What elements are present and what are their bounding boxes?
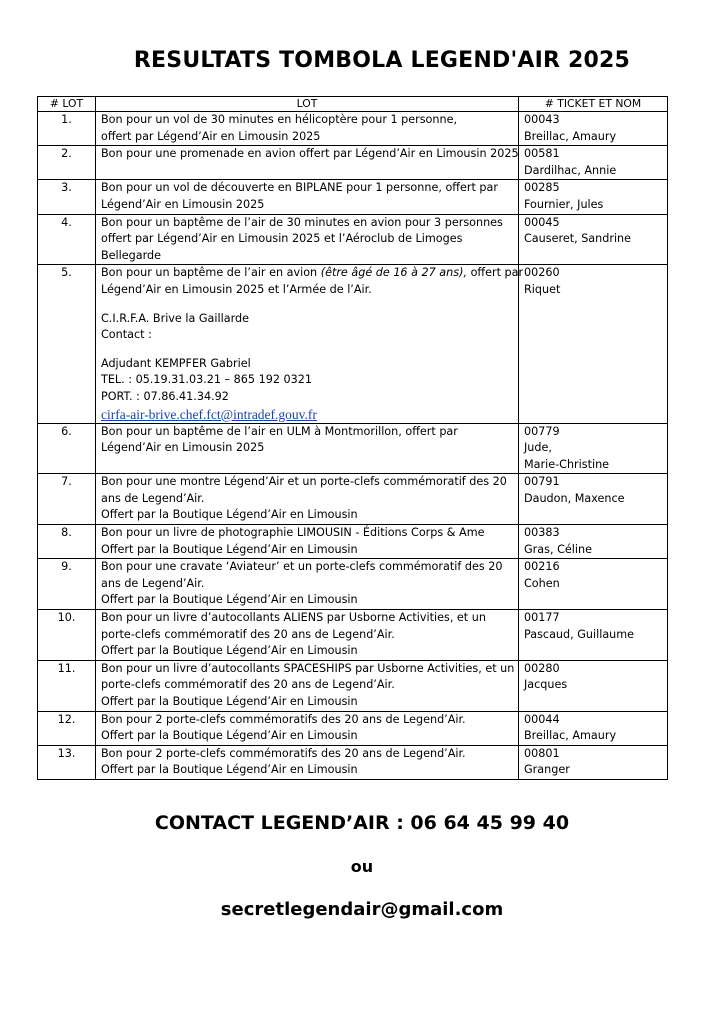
lot-line: porte-clefs commémoratif des 20 ans de Legend’Air.	[101, 627, 395, 641]
winner-name: Jude,	[524, 441, 552, 455]
ticket-number: 00177	[524, 611, 560, 625]
lot-number: 1.	[38, 112, 96, 146]
contact-email[interactable]: secretlegendair@gmail.com	[220, 899, 504, 920]
ticket-number: 00044	[524, 712, 560, 726]
lot-line: Offert par la Boutique Légend’Air en Limousin	[101, 542, 358, 556]
lot-line: Offert par la Boutique Légend’Air en Limousin	[101, 695, 358, 708]
lot-description	[96, 559, 519, 610]
lot-line: Offert par la Boutique Légend’Air en Limousin	[101, 593, 358, 607]
ticket-cell	[519, 112, 668, 146]
winner-name: Jacques	[524, 678, 568, 692]
lot-line: porte-clefs commémoratif des 20 ans de Legend’Air.	[101, 678, 395, 692]
ticket-cell	[519, 265, 668, 423]
lot-line: Bon pour un livre de photographie LIMOUSIN - Éditions Corps & Ame	[101, 526, 485, 540]
ticket-cell	[519, 180, 668, 214]
lot-number: 10.	[38, 610, 96, 661]
lot-description	[96, 265, 524, 423]
lot-description	[96, 146, 519, 180]
table-row	[38, 610, 668, 661]
table-row	[38, 745, 668, 779]
ticket-number: 00581	[524, 147, 560, 161]
winner-name: Causeret, Sandrine	[524, 232, 632, 246]
table-row	[38, 711, 668, 745]
table-row	[38, 180, 668, 214]
lot-line: Bellegarde	[101, 248, 162, 262]
table-row	[38, 525, 668, 559]
lot-number: 3.	[38, 180, 96, 214]
lot-number: 6.	[38, 423, 96, 474]
ticket-number: 00801	[524, 746, 560, 760]
lot-number: 13.	[38, 745, 96, 779]
lot-number: 9.	[38, 559, 96, 610]
ticket-cell	[519, 423, 668, 474]
ticket-number: 00285	[524, 181, 560, 195]
header-lot-number: # LOT	[38, 97, 96, 112]
ticket-cell	[519, 559, 668, 610]
ticket-number: 00280	[524, 661, 560, 675]
ticket-number: 00045	[524, 215, 560, 229]
lot-line: Offert par la Boutique Légend’Air en Limousin	[101, 729, 358, 743]
lot-description	[96, 214, 519, 265]
table-row	[38, 660, 668, 711]
lot-line: Bon pour un baptême de l’air de 30 minutes en avion pour 3 personnes	[101, 215, 503, 229]
lot-number: 5.	[38, 265, 96, 423]
lot-description	[96, 525, 519, 559]
lot-number: 7.	[38, 474, 96, 525]
lot-line: Offert par la Boutique Légend’Air en Limousin	[101, 508, 358, 522]
lot-line: Bon pour un livre d’autocollants SPACESHIPS par Usborne Activities, et un	[101, 661, 515, 675]
table-row	[38, 423, 668, 474]
winner-name: Gras, Céline	[524, 542, 592, 556]
table-row	[38, 146, 668, 180]
table-header-row	[38, 97, 668, 112]
lot-line: Bon pour 2 porte-clefs commémoratifs des 20 ans de Legend’Air.	[101, 712, 466, 726]
lot-description	[96, 660, 519, 711]
contact-or: ou	[350, 857, 374, 876]
winner-name: Riquet	[524, 282, 561, 296]
ticket-number: 00216	[524, 560, 560, 574]
winner-name: Granger	[524, 763, 570, 777]
lot-line: offert par Légend’Air en Limousin 2025	[101, 129, 321, 143]
ticket-number: 00260	[524, 266, 560, 280]
lot-line: Offert par la Boutique Légend’Air en Limousin	[101, 644, 358, 658]
lot-description	[96, 711, 519, 745]
table-row	[38, 474, 668, 525]
lot-line: Bon pour un baptême de l’air en ULM à Montmorillon, offert par	[101, 424, 458, 438]
lot-line: Bon pour une promenade en avion offert par Légend’Air en Limousin 2025	[101, 147, 519, 161]
lot-line: Légend’Air en Limousin 2025	[101, 441, 265, 455]
lot-line: Offert par la Boutique Légend’Air en Limousin	[101, 763, 358, 777]
lot-text: offert par	[467, 266, 524, 280]
lot-line: Bon pour 2 porte-clefs commémoratifs des 20 ans de Legend’Air.	[101, 746, 466, 760]
org-name: C.I.R.F.A. Brive la Gaillarde	[101, 311, 249, 325]
contact-email-link[interactable]: cirfa-air-brive.chef.fct@intradef.gouv.fr	[101, 406, 317, 422]
contact-label: Contact :	[101, 328, 152, 342]
table-row	[38, 559, 668, 610]
lot-line: ans de Legend’Air.	[101, 491, 205, 505]
winner-name: Breillac, Amaury	[524, 729, 617, 743]
winner-name: Breillac, Amaury	[524, 129, 617, 143]
lot-line: Légend’Air en Limousin 2025 et l’Armée de l’Air.	[101, 282, 372, 296]
header-ticket-name: # TICKET ET NOM	[519, 97, 668, 112]
lot-description	[96, 423, 519, 474]
winner-name: Dardilhac, Annie	[524, 163, 617, 177]
ticket-number: 00791	[524, 475, 560, 489]
ticket-number: 00779	[524, 424, 560, 438]
ticket-cell	[519, 711, 668, 745]
winner-name: Cohen	[524, 576, 560, 590]
lot-number: 4.	[38, 214, 96, 265]
contact-person: Adjudant KEMPFER Gabriel	[101, 356, 251, 370]
contact-phone-line: CONTACT LEGEND’AIR : 06 64 45 99 40	[154, 812, 570, 834]
results-table	[37, 96, 668, 780]
lot-text: Bon pour un baptême de l’air en avion	[101, 266, 321, 280]
ticket-cell	[519, 745, 668, 779]
ticket-cell	[519, 474, 668, 525]
ticket-cell	[519, 610, 668, 661]
lot-line: Bon pour un vol de découverte en BIPLANE pour 1 personne, offert par	[101, 181, 498, 195]
lot-line: Bon pour un livre d’autocollants ALIENS par Usborne Activities, et un	[101, 611, 486, 625]
header-lot: LOT	[96, 97, 519, 112]
lot-number: 2.	[38, 146, 96, 180]
lot-line: Bon pour une montre Légend’Air et un porte-clefs commémoratif des 20	[101, 475, 507, 489]
lot-line: Bon pour une cravate ‘Aviateur’ et un porte-clefs commémoratif des 20	[101, 560, 503, 574]
winner-name: Daudon, Maxence	[524, 491, 625, 505]
contact-mobile: PORT. : 07.86.41.34.92	[101, 389, 229, 403]
contact-phone: TEL. : 05.19.31.03.21 – 865 192 0321	[101, 373, 312, 387]
lot-number: 11.	[38, 660, 96, 711]
page-title: RESULTATS TOMBOLA LEGEND'AIR 2025	[133, 48, 631, 73]
ticket-cell	[519, 214, 668, 265]
lot-line: offert par Légend’Air en Limousin 2025 et l’Aéroclub de Limoges	[101, 232, 463, 246]
winner-name: Marie-Christine	[524, 457, 610, 471]
ticket-cell	[519, 525, 668, 559]
lot-description	[96, 745, 519, 779]
lot-line: ans de Legend’Air.	[101, 576, 205, 590]
winner-name: Fournier, Jules	[524, 197, 604, 211]
winner-name: Pascaud, Guillaume	[524, 627, 635, 641]
ticket-cell	[519, 660, 668, 711]
table-row	[38, 265, 668, 423]
table-row	[38, 214, 668, 265]
age-condition: (être âgé de 16 à 27 ans),	[320, 266, 468, 280]
lot-description	[96, 112, 519, 146]
lot-line: Bon pour un vol de 30 minutes en hélicoptère pour 1 personne,	[101, 113, 458, 126]
lot-description	[96, 474, 519, 525]
lot-line: Légend’Air en Limousin 2025	[101, 197, 265, 211]
table-row	[38, 112, 668, 146]
ticket-number: 00043	[524, 113, 560, 126]
lot-number: 8.	[38, 525, 96, 559]
lot-description	[96, 610, 519, 661]
lot-number: 12.	[38, 711, 96, 745]
lot-line	[101, 265, 524, 282]
lot-description	[96, 180, 519, 214]
ticket-number: 00383	[524, 526, 560, 540]
ticket-cell	[519, 146, 668, 180]
